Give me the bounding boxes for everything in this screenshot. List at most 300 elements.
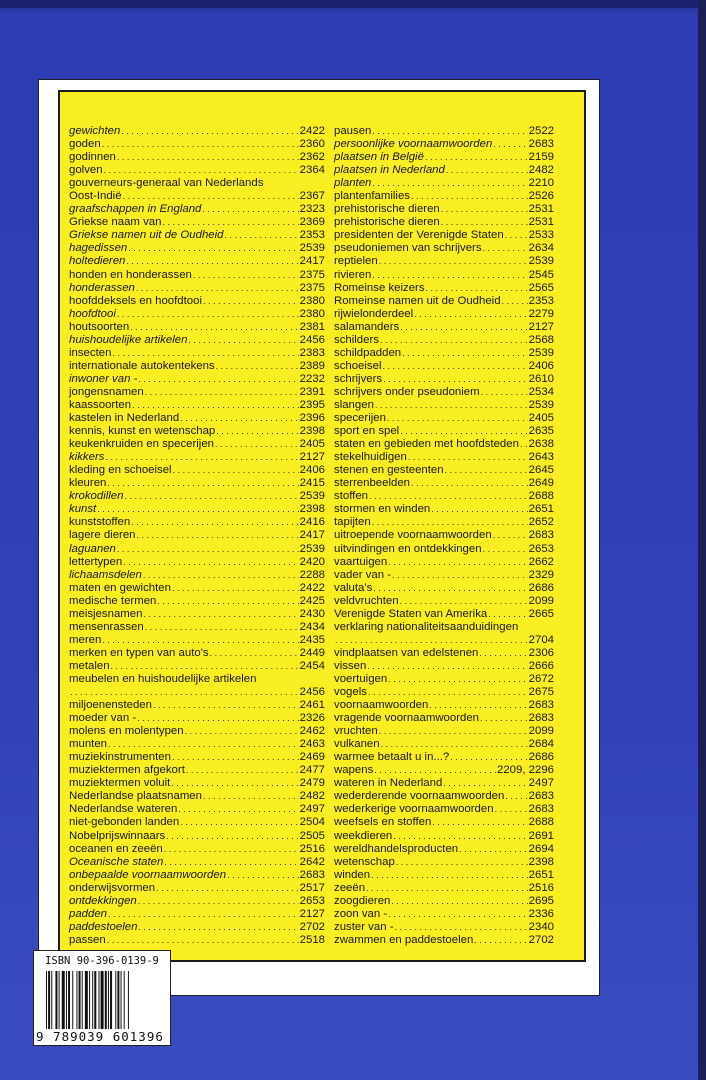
barcode-bar <box>79 971 81 1029</box>
barcode-bar <box>46 971 47 1029</box>
index-entry <box>334 451 554 464</box>
barcode-label <box>33 950 171 1046</box>
index-entry <box>334 477 554 490</box>
entry-page: 2649 <box>528 477 554 490</box>
entry-term: Oost-Indië <box>69 190 122 203</box>
index-panel <box>58 90 586 962</box>
index-entry <box>69 673 325 686</box>
entry-term: vader van - <box>334 568 391 581</box>
entry-term: kikkers <box>69 451 105 464</box>
entry-term: gouverneurs-generaal van Nederlands <box>69 177 264 190</box>
leader-dots <box>108 908 299 921</box>
entry-page: 2652 <box>528 516 554 529</box>
index-entry <box>334 269 554 282</box>
entry-term: godinnen <box>69 151 116 164</box>
entry-term: hoofdtooi <box>69 307 116 320</box>
entry-page: 2417 <box>299 529 325 542</box>
index-entry <box>334 608 554 621</box>
index-column-left <box>69 125 325 947</box>
index-entry <box>69 582 325 595</box>
entry-page: 2651 <box>528 868 554 881</box>
index-entry <box>334 751 554 764</box>
entry-page: 2336 <box>528 907 554 920</box>
entry-term: lettertypen <box>69 555 123 568</box>
leader-dots <box>172 751 299 764</box>
index-entry <box>69 164 325 177</box>
index-entry <box>69 843 325 856</box>
leader-dots <box>400 321 527 334</box>
entry-term: Griekse namen uit de Oudheid <box>69 229 224 242</box>
entry-term: lagere dieren <box>69 529 136 542</box>
index-entry <box>334 816 554 829</box>
index-entry <box>334 934 554 947</box>
index-entry <box>69 477 325 490</box>
entry-term: muziekinstrumenten <box>69 751 171 764</box>
leader-dots <box>111 660 299 673</box>
index-entry <box>69 751 325 764</box>
index-entry <box>69 608 325 621</box>
leader-dots <box>216 360 299 373</box>
entry-page: 2691 <box>528 829 554 842</box>
entry-page: 2531 <box>528 216 554 229</box>
leader-dots <box>459 843 528 856</box>
entry-term: wederkerige voornaamwoorden <box>334 803 494 816</box>
leader-dots <box>388 908 527 921</box>
entry-term: vaartuigen <box>334 555 388 568</box>
index-entry <box>69 229 325 242</box>
entry-term: presidenten der Verenigde Staten <box>334 229 504 242</box>
leader-dots <box>138 921 298 934</box>
index-entry <box>334 882 554 895</box>
index-entry <box>69 321 325 334</box>
index-entry <box>69 816 325 829</box>
leader-dots <box>157 595 298 608</box>
barcode-bar <box>59 971 60 1029</box>
leader-dots <box>132 399 299 412</box>
leader-dots <box>388 556 527 569</box>
leader-dots <box>70 686 299 699</box>
leader-dots <box>102 138 299 151</box>
index-entry <box>69 660 325 673</box>
entry-term: wederderende voornaamwoorden <box>334 790 505 803</box>
leader-dots <box>414 308 528 321</box>
leader-dots <box>483 543 528 556</box>
entry-page: 2702 <box>299 920 325 933</box>
entry-page: 2323 <box>299 203 325 216</box>
entry-term: muziektermen voluit <box>69 777 171 790</box>
index-entry <box>69 856 325 869</box>
leader-dots <box>162 216 298 229</box>
entry-page: 2531 <box>528 203 554 216</box>
leader-dots <box>400 425 527 438</box>
leader-dots <box>400 595 528 608</box>
entry-term: internationale autokentekens <box>69 359 215 372</box>
entry-term: wetenschap <box>334 855 395 868</box>
index-entry <box>334 790 554 803</box>
entry-page: 2665 <box>528 607 554 620</box>
index-entry <box>334 725 554 738</box>
entry-page: 2482 <box>299 790 325 803</box>
index-entry <box>69 464 325 477</box>
index-entry <box>69 151 325 164</box>
entry-term: meren <box>69 633 102 646</box>
entry-page: 2539 <box>299 542 325 555</box>
entry-page: 2516 <box>528 881 554 894</box>
index-entry <box>69 138 325 151</box>
entry-page: 2099 <box>528 594 554 607</box>
index-entry <box>334 347 554 360</box>
entry-term: honden en honderassen <box>69 268 192 281</box>
entry-page: 2353 <box>528 294 554 307</box>
index-entry <box>334 360 554 373</box>
entry-page: 2694 <box>528 842 554 855</box>
index-entry <box>334 777 554 790</box>
entry-term: schrijvers <box>334 372 383 385</box>
index-entry <box>334 490 554 503</box>
barcode-bar <box>82 971 83 1029</box>
entry-term: tapijten <box>334 516 371 529</box>
entry-term: Nederlandse plaatsnamen <box>69 790 202 803</box>
entry-term: slangen <box>334 398 374 411</box>
entry-page: 2683 <box>528 529 554 542</box>
entry-term: jongensnamen <box>69 385 144 398</box>
index-entry <box>334 686 554 699</box>
entry-page: 2683 <box>528 790 554 803</box>
entry-term: staten en gebieden met hoofdsteden <box>334 438 519 451</box>
index-entry <box>334 869 554 882</box>
index-entry <box>334 764 554 777</box>
leader-dots <box>429 699 527 712</box>
leader-dots <box>171 777 298 790</box>
entry-page: 2526 <box>528 190 554 203</box>
entry-page: 2326 <box>299 712 325 725</box>
entry-page: 2565 <box>528 281 554 294</box>
leader-dots <box>117 151 299 164</box>
entry-term: specerijen <box>334 412 386 425</box>
entry-term: huishoudelijke artikelen <box>69 333 188 346</box>
entry-term: niet-gebonden landen <box>69 816 180 829</box>
leader-dots <box>202 203 298 216</box>
leader-dots <box>188 334 298 347</box>
entry-page: 2435 <box>299 633 325 646</box>
entry-page: 2329 <box>528 568 554 581</box>
entry-term: hoofddeksels en hoofdtooi <box>69 294 202 307</box>
entry-term: uitvindingen en ontdekkingen <box>334 542 482 555</box>
barcode-icon <box>46 971 164 1029</box>
leader-dots <box>372 125 527 138</box>
leader-dots <box>225 229 299 242</box>
leader-dots <box>441 203 528 216</box>
barcode-bar <box>48 971 50 1029</box>
entry-page: 2456 <box>299 333 325 346</box>
barcode-bar <box>110 971 112 1029</box>
entry-page: 2683 <box>528 138 554 151</box>
entry-page: 2362 <box>299 151 325 164</box>
entry-term: plantenfamilies <box>334 190 410 203</box>
leader-dots <box>450 751 527 764</box>
index-entry <box>334 660 554 673</box>
leader-dots <box>411 477 528 490</box>
index-entry <box>69 216 325 229</box>
entry-term: Romeinse namen uit de Oudheid <box>334 294 501 307</box>
entry-term: mensenrassen <box>69 620 144 633</box>
entry-term: schrijvers onder pseudoniem <box>334 385 480 398</box>
entry-term: kunststoffen <box>69 516 131 529</box>
index-entry <box>334 647 554 660</box>
index-entry <box>334 203 554 216</box>
leader-dots <box>431 503 527 516</box>
index-entry <box>69 712 325 725</box>
entry-term: meubelen en huishoudelijke artikelen <box>69 672 257 685</box>
entry-page: 2683 <box>528 712 554 725</box>
leader-dots <box>97 503 298 516</box>
entry-page: 2672 <box>528 672 554 685</box>
entry-term: rivieren <box>334 268 372 281</box>
leader-dots <box>185 725 299 738</box>
leader-dots <box>480 712 528 725</box>
entry-term: metalen <box>69 659 110 672</box>
entry-term: passen <box>69 933 106 946</box>
entry-term: wereldhandelsproducten <box>334 842 459 855</box>
cover-top-edge <box>0 0 706 8</box>
entry-page: 2456 <box>299 686 325 699</box>
leader-dots <box>143 569 299 582</box>
index-entry <box>69 503 325 516</box>
leader-dots <box>426 282 528 295</box>
leader-dots <box>408 451 528 464</box>
entry-page: 2688 <box>528 490 554 503</box>
index-entry <box>69 516 325 529</box>
entry-term: persoonlijke voornaamwoorden <box>334 138 493 151</box>
entry-term: houtsoorten <box>69 320 130 333</box>
entry-page: 2702 <box>528 933 554 946</box>
entry-page: 2416 <box>299 516 325 529</box>
entry-page: 2405 <box>299 438 325 451</box>
entry-page: 2449 <box>299 646 325 659</box>
leader-dots <box>173 464 299 477</box>
barcode-bar <box>124 971 125 1029</box>
entry-term: prehistorische dieren <box>334 216 440 229</box>
leader-dots <box>164 843 299 856</box>
entry-term: vruchten <box>334 725 378 738</box>
entry-page: 2364 <box>299 164 325 177</box>
entry-page: 2422 <box>299 581 325 594</box>
leader-dots <box>335 634 528 647</box>
leader-dots <box>441 216 528 229</box>
entry-term: plaatsen in Nederland <box>334 164 445 177</box>
leader-dots <box>375 399 528 412</box>
entry-page: 2389 <box>299 359 325 372</box>
entry-page: 2645 <box>528 464 554 477</box>
leader-dots <box>216 425 298 438</box>
index-entry <box>69 490 325 503</box>
entry-term: veldvruchten <box>334 594 399 607</box>
index-entry <box>334 386 554 399</box>
index-entry <box>69 621 325 634</box>
index-entry <box>334 516 554 529</box>
entry-term: stekelhuidigen <box>334 451 407 464</box>
entry-term: salamanders <box>334 320 400 333</box>
entry-term: medische termen <box>69 594 157 607</box>
entry-term: miljoenensteden <box>69 699 152 712</box>
leader-dots <box>380 334 528 347</box>
barcode-bar <box>89 971 90 1029</box>
leader-dots <box>180 816 298 829</box>
index-entry <box>69 190 325 203</box>
entry-term: verklaring nationaliteitsaanduidingen <box>334 620 519 633</box>
index-entry <box>69 203 325 216</box>
leader-dots <box>372 516 528 529</box>
index-entry <box>334 803 554 816</box>
entry-page: 2477 <box>299 764 325 777</box>
index-entry <box>69 529 325 542</box>
entry-page: 2610 <box>528 372 554 385</box>
leader-dots <box>128 242 298 255</box>
barcode-bar <box>94 971 96 1029</box>
entry-page: 2396 <box>299 412 325 425</box>
leader-dots <box>483 242 528 255</box>
leader-dots <box>117 308 299 321</box>
entry-page: 2684 <box>528 738 554 751</box>
entry-page: 2380 <box>299 294 325 307</box>
entry-page: 2353 <box>299 229 325 242</box>
entry-term: maten en gewichten <box>69 581 171 594</box>
entry-term: paddestoelen <box>69 920 138 933</box>
entry-page: 2232 <box>299 372 325 385</box>
index-entry <box>334 412 554 425</box>
index-entry <box>69 295 325 308</box>
leader-dots <box>445 464 528 477</box>
index-column-right <box>334 125 554 947</box>
entry-term: hagedissen <box>69 242 128 255</box>
entry-page: 2469 <box>299 751 325 764</box>
leader-dots <box>383 360 528 373</box>
index-entry <box>334 177 554 190</box>
entry-term: kleuren <box>69 477 107 490</box>
entry-term: schoeisel <box>334 359 382 372</box>
index-entry <box>69 412 325 425</box>
entry-page: 2367 <box>299 190 325 203</box>
entry-term: zoogdieren <box>334 894 391 907</box>
entry-term: merken en typen van auto's <box>69 646 209 659</box>
entry-term: muziektermen afgekort <box>69 764 185 777</box>
entry-page: 2634 <box>528 242 554 255</box>
entry-page: 2516 <box>299 842 325 855</box>
leader-dots <box>178 803 298 816</box>
index-entry <box>334 164 554 177</box>
entry-term: vissen <box>334 659 367 672</box>
leader-dots <box>369 490 528 503</box>
entry-page: 2420 <box>299 555 325 568</box>
leader-dots <box>372 269 527 282</box>
entry-term: sterrenbeelden <box>334 477 410 490</box>
index-entry <box>334 895 554 908</box>
leader-dots <box>402 347 528 360</box>
entry-term: zoon van - <box>334 907 388 920</box>
entry-page: 2497 <box>528 777 554 790</box>
leader-dots <box>502 295 528 308</box>
entry-term: sport en spel <box>334 425 400 438</box>
index-entry <box>69 334 325 347</box>
entry-page: 2462 <box>299 725 325 738</box>
index-entry <box>69 425 325 438</box>
entry-page: 2209, 2296 <box>496 764 554 777</box>
entry-term: schilders <box>334 333 379 346</box>
entry-page: 2391 <box>299 385 325 398</box>
leader-dots <box>131 516 298 529</box>
leader-dots <box>371 869 528 882</box>
index-entry <box>69 738 325 751</box>
index-entry <box>334 921 554 934</box>
leader-dots <box>112 347 298 360</box>
entry-term: stoffen <box>334 490 368 503</box>
entry-term: schildpadden <box>334 346 402 359</box>
entry-page: 2463 <box>299 738 325 751</box>
index-entry <box>334 582 554 595</box>
leader-dots <box>379 255 528 268</box>
index-entry <box>334 856 554 869</box>
index-entry <box>69 438 325 451</box>
entry-term: zwammen en paddestoelen <box>334 933 474 946</box>
index-entry <box>334 556 554 569</box>
entry-term: goden <box>69 138 101 151</box>
index-entry <box>69 647 325 660</box>
entry-page: 2406 <box>299 464 325 477</box>
entry-page: 2454 <box>299 659 325 672</box>
entry-term: gewichten <box>69 125 121 137</box>
leader-dots <box>136 282 299 295</box>
barcode-bar <box>99 971 100 1029</box>
entry-term: voornaamwoorden <box>334 699 429 712</box>
leader-dots <box>145 621 299 634</box>
entry-page: 2430 <box>299 607 325 620</box>
entry-page: 2340 <box>528 920 554 933</box>
index-entry <box>334 621 554 634</box>
entry-page: 2127 <box>299 907 325 920</box>
leader-dots <box>180 412 298 425</box>
leader-dots <box>488 608 527 621</box>
leader-dots <box>443 777 527 790</box>
leader-dots <box>374 764 496 777</box>
entry-page: 2360 <box>299 138 325 151</box>
leader-dots <box>117 543 299 556</box>
index-entry <box>334 125 554 138</box>
leader-dots <box>105 451 298 464</box>
index-entry <box>334 216 554 229</box>
index-entry <box>334 425 554 438</box>
entry-term: kaassoorten <box>69 398 132 411</box>
leader-dots <box>505 790 527 803</box>
index-entry <box>334 543 554 556</box>
entry-term: planten <box>334 177 372 190</box>
entry-term: krokodillen <box>69 490 124 503</box>
entry-page: 2434 <box>299 620 325 633</box>
entry-term: honderassen <box>69 281 135 294</box>
entry-page: 2375 <box>299 281 325 294</box>
barcode-bar <box>115 971 116 1029</box>
entry-page: 2635 <box>528 425 554 438</box>
entry-page: 2704 <box>528 633 554 646</box>
leader-dots <box>368 686 528 699</box>
leader-dots <box>130 321 298 334</box>
entry-page: 2545 <box>528 268 554 281</box>
entry-page: 2683 <box>528 803 554 816</box>
entry-term: Oceanische staten <box>69 855 164 868</box>
entry-term: valuta's <box>334 581 373 594</box>
entry-term: zeeën <box>334 881 366 894</box>
entry-term: kastelen in Nederland <box>69 412 180 425</box>
entry-page: 2415 <box>299 477 325 490</box>
